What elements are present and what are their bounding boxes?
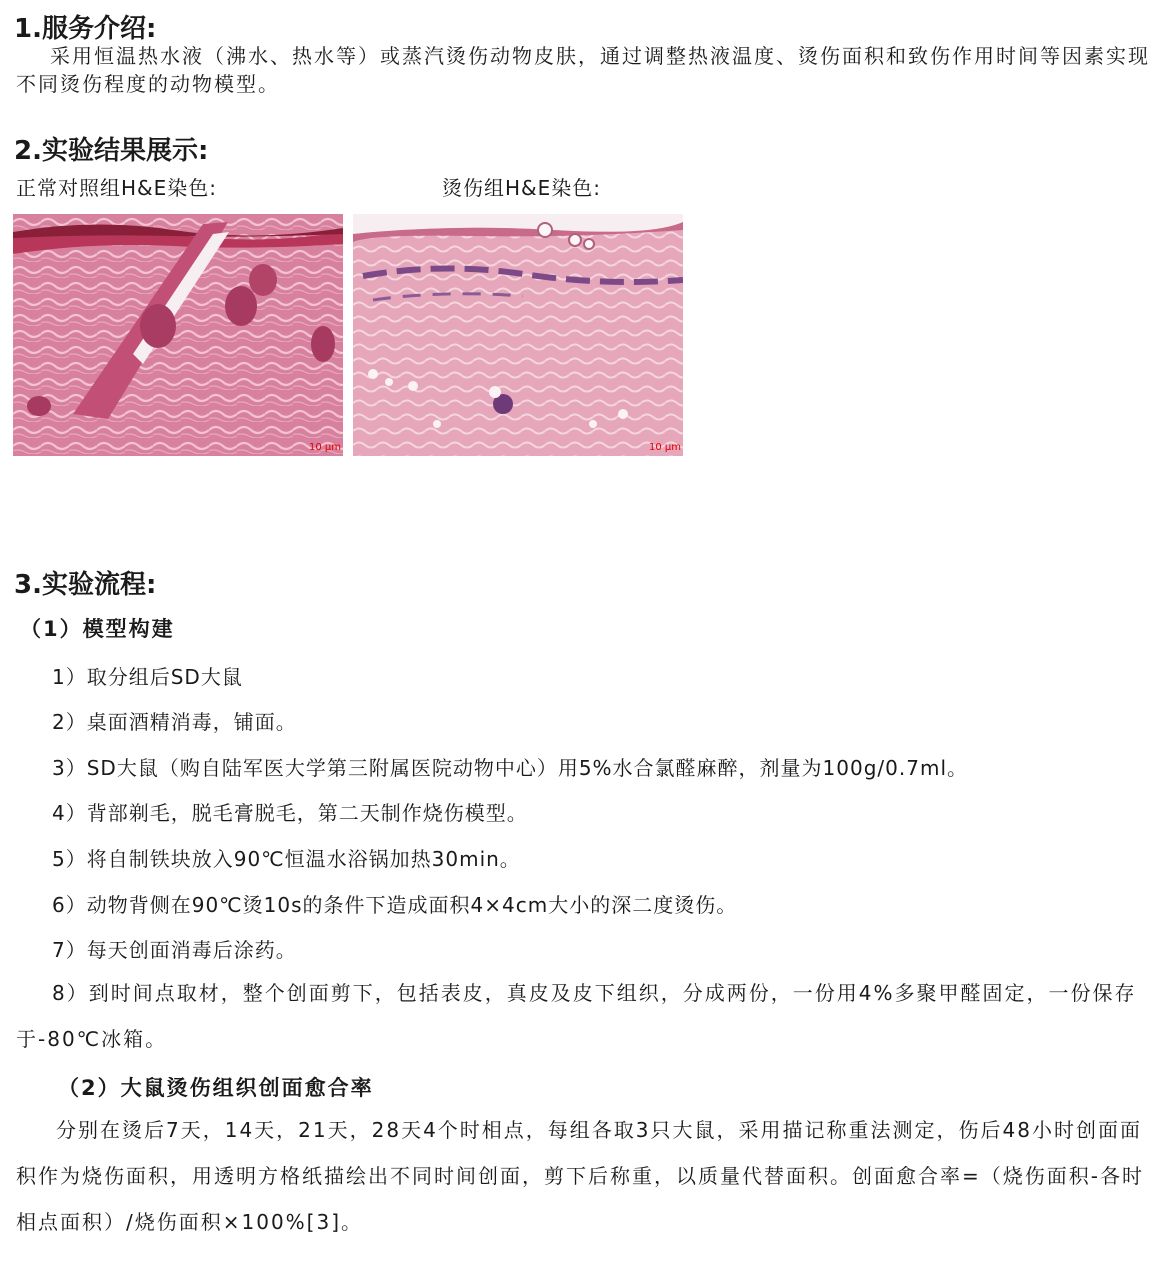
step-7: 7）每天创面消毒后涂药。 bbox=[52, 938, 297, 962]
step-1: 1）取分组后SD大鼠 bbox=[52, 665, 243, 689]
caption-burn-group: 烫伤组H&E染色: bbox=[442, 176, 602, 200]
step-6: 6）动物背侧在90℃烫10s的条件下造成面积4×4cm大小的深二度烫伤。 bbox=[52, 893, 738, 917]
step-8: 8）到时间点取材，整个创面剪下，包括表皮，真皮及皮下组织，分成两份，一份用4%多聚甲醛固定，一份保存于-80℃冰箱。 bbox=[16, 981, 1137, 1051]
scale-bar-normal: 10 μm bbox=[309, 442, 342, 453]
healing-rate-paragraph: 分别在烫后7天，14天，21天，28天4个时相点，每组各取3只大鼠，采用描记称重法测定，伤后48小时创面面积作为烧伤面积，用透明方格纸描绘出不同时间创面，剪下后称重，以质量代替面积。创面愈合率=（烧伤面积-各时相点面积）/烧伤面积×100%[3]。 bbox=[16, 1118, 1144, 1234]
section2-title: 2.实验结果展示: bbox=[14, 136, 209, 166]
step-5: 5）将自制铁块放入90℃恒温水浴锅加热30min。 bbox=[52, 847, 521, 871]
service-description: 采用恒温热水液（沸水、热水等）或蒸汽烫伤动物皮肤，通过调整热液温度、烫伤面积和致伤作用时间等因素实现不同烫伤程度的动物模型。 bbox=[16, 44, 1150, 96]
caption-normal-group: 正常对照组H&E染色: bbox=[16, 176, 218, 200]
scale-bar-burn: 10 μm bbox=[649, 442, 682, 453]
subheading-model-construction: （1）模型构建 bbox=[20, 617, 175, 641]
step-3: 3）SD大鼠（购自陆军医大学第三附属医院动物中心）用5%水合氯醛麻醉，剂量为100g/0.7ml。 bbox=[52, 756, 969, 780]
section1-title: 1.服务介绍: bbox=[14, 14, 157, 44]
section3-title: 3.实验流程: bbox=[14, 570, 157, 600]
step-4: 4）背部剃毛，脱毛膏脱毛，第二天制作烧伤模型。 bbox=[52, 801, 528, 825]
subheading-healing-rate: （2）大鼠烫伤组织创面愈合率 bbox=[58, 1076, 374, 1100]
he-image-burn bbox=[353, 214, 683, 456]
step-2: 2）桌面酒精消毒，铺面。 bbox=[52, 710, 297, 734]
he-image-normal bbox=[13, 214, 343, 456]
